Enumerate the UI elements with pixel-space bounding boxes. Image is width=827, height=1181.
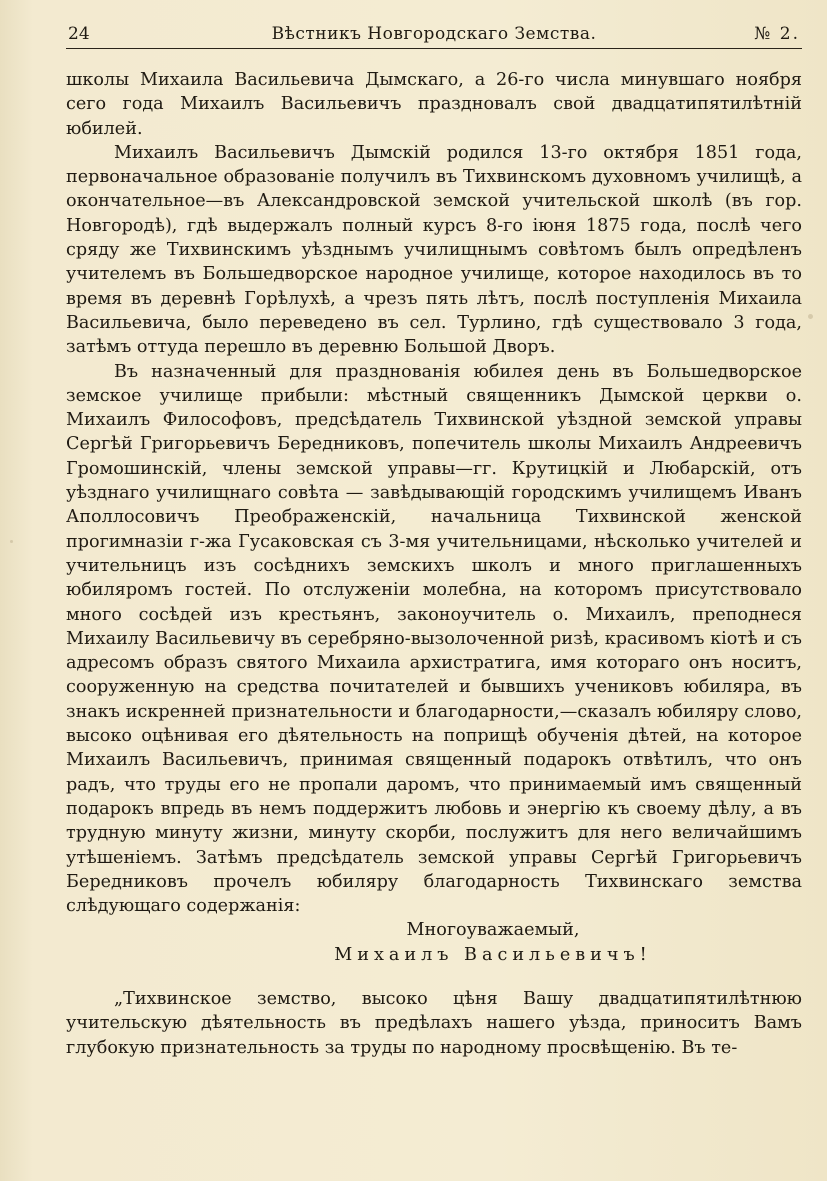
- page-number: 24: [68, 24, 90, 44]
- paper-speck: [10, 540, 13, 543]
- running-header: [66, 24, 802, 49]
- letter-salutation: Многоуважаемый,: [406, 920, 580, 941]
- paragraph: Михаилъ Васильевичъ Дымскій родился 13-го октября 1851 года, первоначальное образованіе получилъ въ Тихвинскомъ духовномъ училищѣ, а окончательное—въ Александровской земской учительской школѣ (въ гор. Новгородѣ), гдѣ выдержалъ полный курсъ 8-го іюня 1875 года, послѣ чего сряду же Тихвинскимъ уѣзднымъ училищнымъ совѣтомъ былъ опредѣленъ учителемъ въ Большедворское народное училище, которое находилось въ то время въ деревнѣ Горѣлухѣ, а чрезъ пять лѣтъ, послѣ поступленія Михаила Васильевича, было переведено въ сел. Турлино, гдѣ существовало 3 года, затѣмъ оттуда перешло въ деревню Большой Дворъ.: [66, 142, 802, 358]
- paragraph: Въ назначенный для празднованія юбилея день въ Большедворское земское училище прибыли: мѣстный священникъ Дымской церкви о. Михаилъ Философовъ, предсѣдатель Тихвинской уѣздной земской управы Сергѣй Григорьевичъ Бередниковъ, попечитель школы Михаилъ Андреевичъ Громошинскій, члены земской управы—гг. Крутицкій и Любарскій, отъ уѣзднаго училищнаго совѣта — завѣдывающій городскимъ училищемъ Иванъ Аполлосовичъ Преображенскій, начальница Тихвинской женской прогимназіи г-жа Гусаковская съ 3-мя учительницами, нѣсколько учителей и учительницъ изъ сосѣднихъ земскихъ школъ и много приглашенныхъ юбиляромъ гостей. По отслуженіи молебна, на которомъ присутствовало много сосѣдей изъ крестьянъ, законоучитель о. Михаилъ, преподнеся Михаилу Васильевичу въ серебряно-вызолоченной ризѣ, красивомъ кіотѣ и съ адресомъ образъ святого Михаила архистратига, имя котораго онъ носитъ, сооруженную на средства почитателей и бывшихъ учениковъ юбиляра, въ знакъ искренней признательности и благодарности,—сказалъ юбиляру слово, высоко оцѣнивая его дѣятельность на поприщѣ обученія дѣтей, на которое Михаилъ Васильевичъ, принимая священный подарокъ отвѣтилъ, что онъ радъ, что труды его не пропали даромъ, что принимаемый имъ священный подарокъ впредь въ немъ поддержитъ любовь и энергію къ своему дѣлу, а въ трудную минуту жизни, минуту скорби, послужитъ для него величайшимъ утѣшеніемъ. Затѣмъ предсѣдатель земской управы Сергѣй Григорьевичъ Бередниковъ прочелъ юбиляру благодарность Тихвинскаго земства слѣдующаго содержанія:: [66, 361, 802, 917]
- letter-addressee: Михаилъ Васильевичъ!: [334, 944, 652, 965]
- issue-number: № 2.: [754, 24, 800, 44]
- article-body: [66, 68, 802, 1060]
- paragraph: школы Михаила Васильевича Дымскаго, а 26-го числа минувшаго ноября сего года Михаилъ Васильевичъ праздновалъ свой двадцатипятилѣтній юбилей.: [66, 70, 802, 139]
- paragraph: „Тихвинское земство, высоко цѣня Вашу двадцатипятилѣтнюю учительскую дѣятельность въ предѣлахъ нашего уѣзда, приноситъ Вамъ глубокую признательность за труды по народному просвѣщенію. Въ те-: [66, 988, 802, 1058]
- journal-title: Вѣстникъ Новгородскаго Земства.: [271, 24, 597, 44]
- paper-speck: [808, 314, 813, 319]
